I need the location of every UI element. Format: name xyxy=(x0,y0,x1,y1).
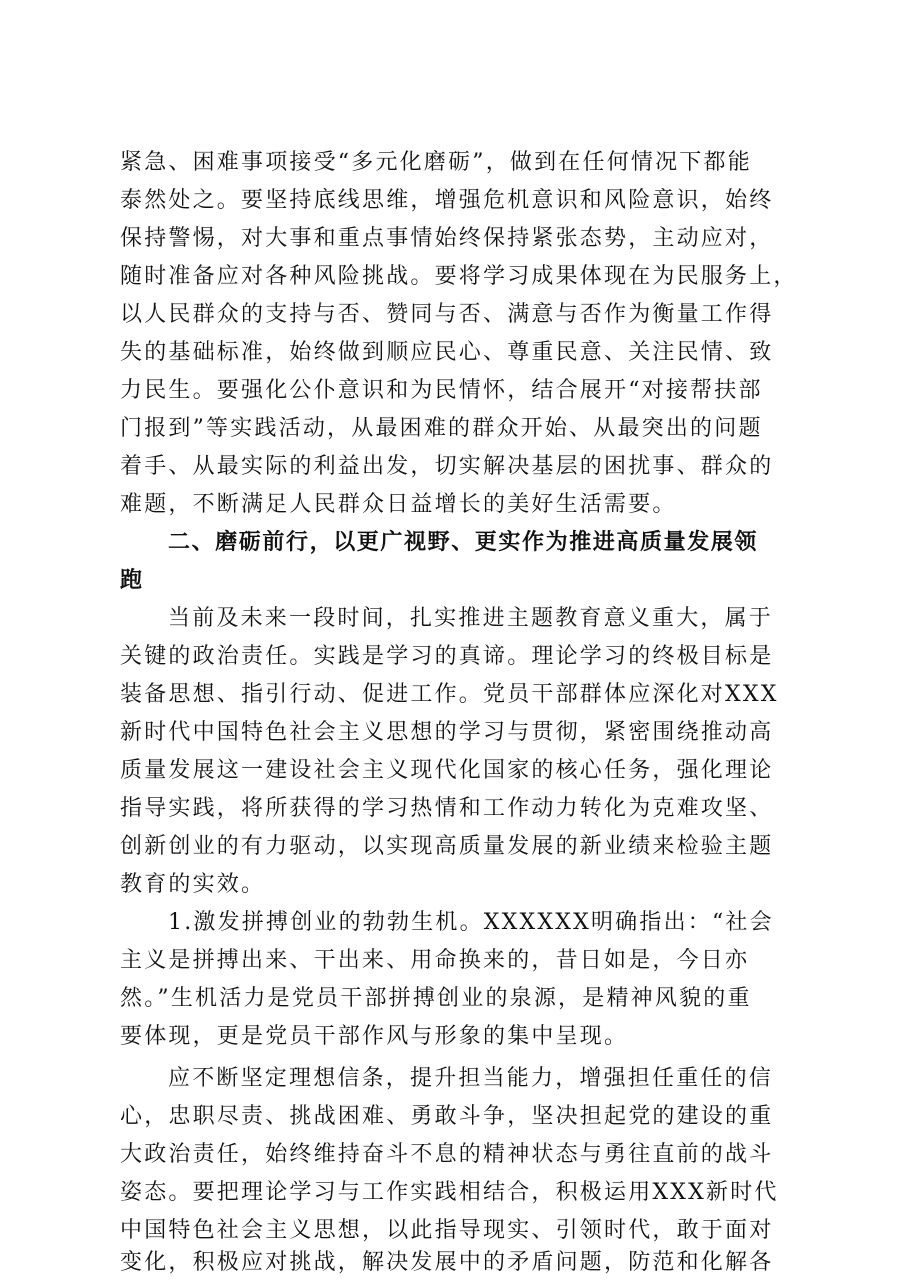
paragraph-line: 门报到”等实践活动，从最困难的群众开始、从最突出的问题 xyxy=(120,416,763,441)
paragraph-line: 1.激发拼搏创业的勃勃生机。XXXXXX明确指出：“社会 xyxy=(168,910,774,935)
paragraph-line: 着手、从最实际的利益出发，切实解决基层的困扰事、群众的 xyxy=(120,454,774,479)
paragraph-line: 然。”生机活力是党员干部拼搏创业的泉源，是精神风貌的重 xyxy=(120,986,752,1011)
paragraph-line: 应不断坚定理想信条，提升担当能力，增强担任重任的信 xyxy=(168,1066,774,1091)
paragraph-line: 难题，不断满足人民群众日益增长的美好生活需要。 xyxy=(120,492,677,517)
paragraph-line: 质量发展这一建设社会主义现代化国家的核心任务，强化理论 xyxy=(120,758,774,783)
paragraph-line: 心，忠职尽责、挑战困难、勇敢斗争，坚决担起党的建设的重 xyxy=(120,1104,774,1129)
paragraph-line: 姿态。要把理论学习与工作实践相结合，积极运用XXX新时代 xyxy=(120,1180,779,1205)
paragraph-line: 大政治责任，始终维持奋斗不息的精神状态与勇往直前的战斗 xyxy=(120,1142,774,1167)
section-heading-continued: 跑 xyxy=(120,568,144,593)
paragraph-line: 当前及未来一段时间，扎实推进主题教育意义重大，属于 xyxy=(168,606,774,631)
paragraph-line: 主义是拼搏出来、干出来、用命换来的，昔日如是，今日亦 xyxy=(120,948,750,973)
paragraph-line: 教育的实效。 xyxy=(120,872,266,897)
paragraph-line: 随时准备应对各种风险挑战。要将学习成果体现在为民服务上， xyxy=(120,264,798,289)
paragraph-line: 以人民群众的支持与否、赞同与否、满意与否作为衡量工作得 xyxy=(120,302,774,327)
paragraph-line: 泰然处之。要坚持底线思维，增强危机意识和风险意识，始终 xyxy=(120,188,774,213)
paragraph-line: 中国特色社会主义思想，以此指导现实、引领时代，敢于面对 xyxy=(120,1218,774,1243)
paragraph-line: 变化，积极应对挑战，解决发展中的矛盾问题，防范和化解各 xyxy=(120,1250,774,1275)
paragraph-line: 失的基础标准，始终做到顺应民心、尊重民意、关注民情、致 xyxy=(120,340,774,365)
paragraph-line: 保持警惕，对大事和重点事情始终保持紧张态势，主动应对， xyxy=(120,226,774,251)
section-heading: 二、磨砺前行，以更广视野、更实作为推进高质量发展领 xyxy=(168,530,759,555)
paragraph-line: 要体现，更是党员干部作风与形象的集中呈现。 xyxy=(120,1024,629,1049)
paragraph-line: 新时代中国特色社会主义思想的学习与贯彻，紧密围绕推动高 xyxy=(120,720,774,745)
paragraph-line: 紧急、困难事项接受“多元化磨砺”，做到在任何情况下都能 xyxy=(120,150,752,175)
paragraph-line: 指导实践，将所获得的学习热情和工作动力转化为克难攻坚、 xyxy=(120,796,774,821)
paragraph-line: 创新创业的有力驱动，以实现高质量发展的新业绩来检验主题 xyxy=(120,834,774,859)
paragraph-line: 关键的政治责任。实践是学习的真谛。理论学习的终极目标是 xyxy=(120,644,774,669)
paragraph-line: 装备思想、指引行动、促进工作。党员干部群体应深化对XXX xyxy=(120,682,779,707)
paragraph-line: 力民生。要强化公仆意识和为民情怀，结合展开“对接帮扶部 xyxy=(120,378,763,403)
